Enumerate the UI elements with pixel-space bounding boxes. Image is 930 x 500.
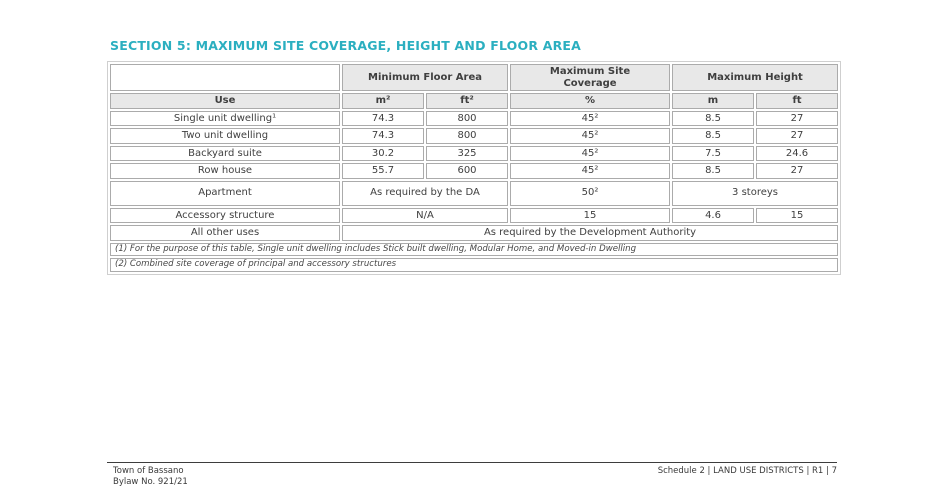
column-header-m: m: [672, 93, 754, 109]
column-header-use: Use: [110, 93, 340, 109]
column-header-m2: m²: [342, 93, 424, 109]
group-header-floor-area-label: Minimum Floor Area: [368, 71, 482, 83]
column-header-ft: ft: [756, 93, 838, 109]
table-row-two-unit-dwelling: [110, 128, 838, 144]
floor-area-merged-label: As required by the DA: [370, 187, 480, 199]
table-row-apartment: [110, 181, 838, 206]
group-header-site-coverage: [510, 64, 670, 91]
coverage-cell: 45²: [510, 163, 670, 179]
ft2-cell: 325: [426, 146, 508, 162]
table-row-row-house: [110, 163, 838, 179]
coverage-cell: 45²: [510, 128, 670, 144]
all-other-uses-merged-cell: As required by the Development Authority: [342, 225, 838, 241]
use-cell: Single unit dwelling¹: [110, 111, 340, 127]
m2-cell: 55.7: [342, 163, 424, 179]
footer-left-block: [113, 466, 188, 488]
use-cell: Accessory structure: [110, 208, 340, 224]
site-coverage-table: [107, 61, 841, 275]
use-cell: All other uses: [110, 225, 340, 241]
table-row-single-unit-dwelling: [110, 111, 838, 127]
ft2-cell: 800: [426, 128, 508, 144]
ft-cell: 27: [756, 128, 838, 144]
m2-cell: 74.3: [342, 128, 424, 144]
column-header-percent: %: [510, 93, 670, 109]
ft2-cell: 800: [426, 111, 508, 127]
footnote-1: (1) For the purpose of this table, Single unit dwelling includes Stick built dwelling, Modular Home, and Moved-in Dwelling: [110, 243, 838, 257]
m2-cell: 30.2: [342, 146, 424, 162]
use-cell: Two unit dwelling: [110, 128, 340, 144]
group-header-row: [110, 64, 838, 91]
ft-cell: 15: [756, 208, 838, 224]
coverage-cell: 15: [510, 208, 670, 224]
coverage-cell: 45²: [510, 111, 670, 127]
footnote-row-1: [110, 243, 838, 257]
footer-page-reference: Schedule 2 | LAND USE DISTRICTS | R1 | 7: [657, 466, 837, 476]
group-header-height-label: Maximum Height: [707, 71, 803, 83]
m-cell: 7.5: [672, 146, 754, 162]
m-cell: 8.5: [672, 128, 754, 144]
ft-cell: 24.6: [756, 146, 838, 162]
height-merged-cell: 3 storeys: [672, 181, 838, 206]
table-row-backyard-suite: [110, 146, 838, 162]
column-header-ft2: ft²: [426, 93, 508, 109]
use-cell: Apartment: [110, 181, 340, 206]
footer-bylaw-number: Bylaw No. 921/21: [113, 477, 188, 487]
table-row-all-other-uses: [110, 225, 838, 241]
m-cell: 4.6: [672, 208, 754, 224]
group-header-floor-area: [342, 64, 508, 91]
floor-area-merged-cell: [342, 181, 508, 206]
footnote-2: (2) Combined site coverage of principal and accessory structures: [110, 258, 838, 272]
column-header-row: [110, 93, 838, 109]
floor-area-merged-cell: N/A: [342, 208, 508, 224]
use-cell: Backyard suite: [110, 146, 340, 162]
m2-cell: 74.3: [342, 111, 424, 127]
footer-town-name: Town of Bassano: [113, 466, 184, 476]
section-title: SECTION 5: MAXIMUM SITE COVERAGE, HEIGHT AND FLOOR AREA: [110, 38, 582, 53]
footer-divider: [107, 462, 837, 463]
group-header-site-coverage-label: Maximum Site Coverage: [549, 66, 631, 89]
m-cell: 8.5: [672, 111, 754, 127]
coverage-cell: 50²: [510, 181, 670, 206]
ft2-cell: 600: [426, 163, 508, 179]
table-row-accessory-structure: [110, 208, 838, 224]
group-header-height: [672, 64, 838, 91]
footnote-row-2: [110, 258, 838, 272]
ft-cell: 27: [756, 163, 838, 179]
coverage-cell: 45²: [510, 146, 670, 162]
use-cell: Row house: [110, 163, 340, 179]
ft-cell: 27: [756, 111, 838, 127]
m-cell: 8.5: [672, 163, 754, 179]
blank-cell: [110, 64, 340, 91]
